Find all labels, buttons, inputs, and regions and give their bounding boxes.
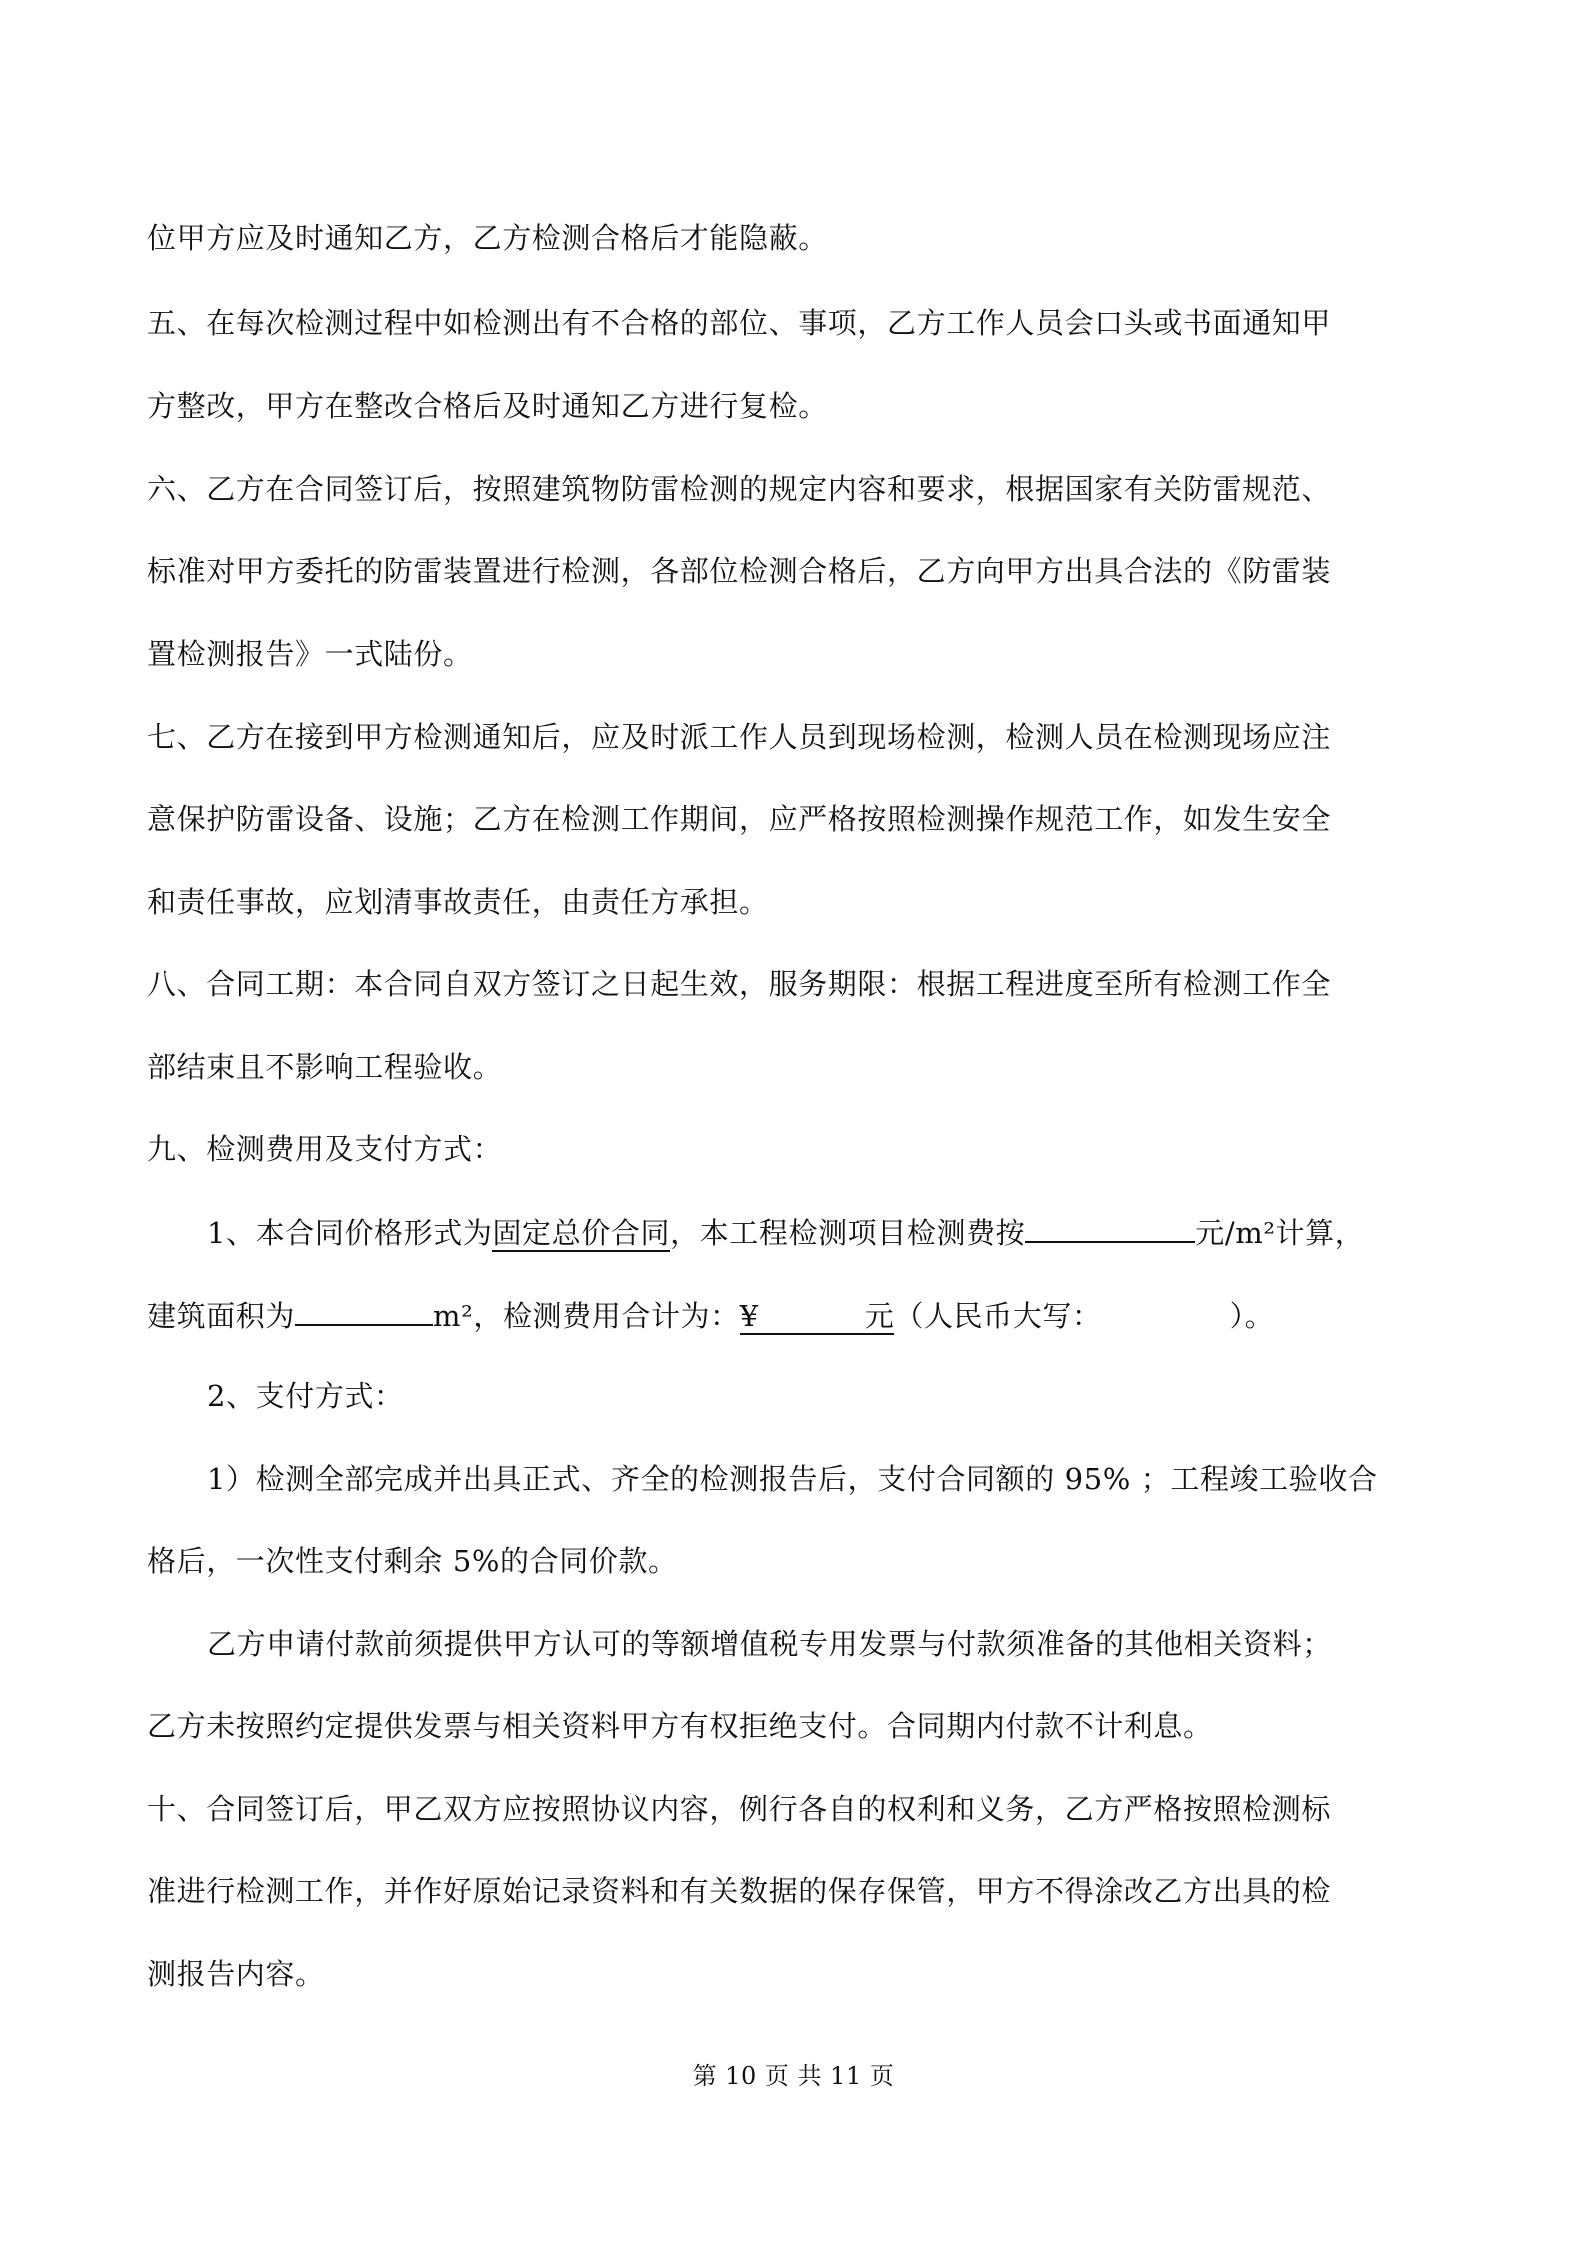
paragraph-line: 置检测报告》一式陆份。 <box>147 637 473 671</box>
section-heading: 九、检测费用及支付方式： <box>147 1132 503 1166</box>
paragraph-line: 意保护防雷设备、设施；乙方在检测工作期间，应严格按照检测操作规范工作，如发生安全 <box>147 802 1332 836</box>
paragraph-line: 十、合同签订后，甲乙双方应按照协议内容，例行各自的权利和义务，乙方严格按照检测标 <box>147 1792 1332 1826</box>
paragraph-line: 测报告内容。 <box>147 1957 325 1991</box>
total-fee-blank <box>740 1299 865 1335</box>
price-clause-line-1 <box>207 1211 1447 1253</box>
payment-note-line: 乙方申请付款前须提供甲方认可的等额增值税专用发票与付款须准备的其他相关资料； <box>207 1627 1332 1661</box>
paragraph-line: 准进行检测工作，并作好原始记录资料和有关数据的保存保管，甲方不得涂改乙方出具的检 <box>147 1874 1332 1908</box>
yuan-label: 元 <box>864 1299 895 1333</box>
paragraph-line: 部结束且不影响工程验收。 <box>147 1050 503 1084</box>
payment-heading: 2、支付方式： <box>207 1379 404 1413</box>
area-blank <box>295 1294 433 1326</box>
currency-symbol: ¥ <box>739 1299 759 1333</box>
price-clause-text: ，本工程检测项目检测费按 <box>670 1216 1026 1250</box>
page-number-footer: 第 10 页 共 11 页 <box>692 2062 895 2090</box>
paragraph-line: 和责任事故，应划清事故责任，由责任方承担。 <box>147 885 769 919</box>
paragraph-line: 五、在每次检测过程中如检测出有不合格的部位、事项，乙方工作人员会口头或书面通知甲 <box>147 306 1332 340</box>
paragraph-line: 位甲方应及时通知乙方，乙方检测合格后才能隐蔽。 <box>147 221 828 255</box>
paragraph-line: 方整改，甲方在整改合格后及时通知乙方进行复检。 <box>147 389 828 423</box>
price-clause-text: 1、本合同价格形式为 <box>207 1216 493 1250</box>
price-clause-text: 元/m²计算， <box>1195 1216 1365 1250</box>
paragraph-line: 八、合同工期：本合同自双方签订之日起生效，服务期限：根据工程进度至所有检测工作全 <box>147 967 1332 1001</box>
unit-price-blank <box>1025 1211 1195 1243</box>
price-clause-text: （人民币大写： <box>894 1299 1102 1333</box>
contract-type-value: 固定总价合同 <box>492 1216 671 1250</box>
price-clause-text: m²，检测费用合计为： <box>433 1299 740 1333</box>
price-clause-text: ）。 <box>1229 1299 1275 1333</box>
paragraph-line: 标准对甲方委托的防雷装置进行检测，各部位检测合格后，乙方向甲方出具合法的《防雷装 <box>147 554 1332 588</box>
price-clause-text: 建筑面积为 <box>147 1299 296 1333</box>
paragraph-line: 六、乙方在合同签订后，按照建筑物防雷检测的规定内容和要求，根据国家有关防雷规范、 <box>147 472 1332 506</box>
payment-item-line: 格后，一次性支付剩余 5%的合同价款。 <box>147 1544 678 1578</box>
payment-item-line: 1）检测全部完成并出具正式、齐全的检测报告后，支付合同额的 95% ；工程竣工验收合 <box>207 1462 1378 1496</box>
price-clause-line-2 <box>147 1294 1447 1336</box>
paragraph-line: 七、乙方在接到甲方检测通知后，应及时派工作人员到现场检测，检测人员在检测现场应注 <box>147 720 1332 754</box>
payment-note-line: 乙方未按照约定提供发票与相关资料甲方有权拒绝支付。合同期内付款不计利息。 <box>147 1709 1213 1743</box>
